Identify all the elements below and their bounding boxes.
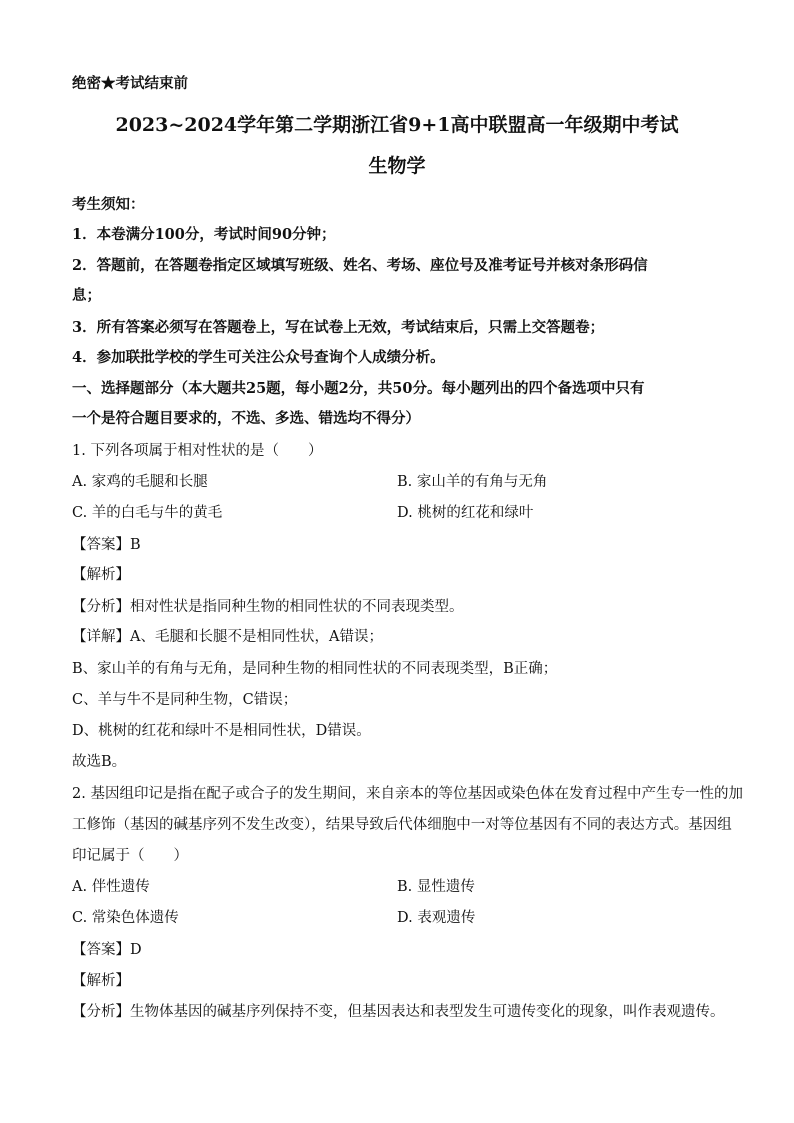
q1-detail-4: D、桃树的红花和绿叶不是相同性状，D错误。 [72,723,371,739]
q2-option-b: B. 显性遗传 [397,879,475,895]
q2-option-a: A. 伴性遗传 [72,879,150,895]
notice-heading: 考生须知： [72,196,145,213]
q1-conclusion: 故选B。 [72,754,127,770]
q1-detail-1: 【详解】A、毛腿和长腿不是相同性状，A错误； [72,629,383,645]
q2-stem-3: 印记属于（ ） [72,848,188,864]
q2-stem-1: 2. 基因组印记是指在配子或合子的发生期间，来自亲本的等位基因或染色体在发育过程中产生专一性的加 [72,786,743,802]
q2-answer: 【答案】D [72,942,142,958]
q1-fenxi: 【分析】相对性状是指同种生物的相同性状的不同表现类型。 [72,599,464,615]
q2-analysis-label: 【解析】 [72,973,130,989]
q1-option-c: C. 羊的白毛与牛的黄毛 [72,505,223,521]
q2-fenxi: 【分析】生物体基因的碱基序列保持不变，但基因表达和表型发生可遗传变化的现象，叫作表观遗传。 [72,1004,725,1020]
exam-title: 2023~2024学年第二学期浙江省9+1高中联盟高一年级期中考试 [115,114,679,136]
q2-option-d: D. 表观遗传 [397,910,476,926]
q1-option-d: D. 桃树的红花和绿叶 [397,505,534,521]
notice-item-1: 1．本卷满分100分，考试时间90分钟； [72,226,336,243]
section-heading-line1: 一、选择题部分（本大题共25题，每小题2分，共50分。每小题列出的四个备选项中只有 [72,380,645,397]
q1-analysis-label: 【解析】 [72,567,130,583]
notice-item-2-cont: 息； [72,287,101,304]
q2-option-c: C. 常染色体遗传 [72,910,179,926]
subject-title: 生物学 [368,155,426,177]
q1-answer: 【答案】B [72,537,141,553]
notice-item-4: 4．参加联批学校的学生可关注公众号查询个人成绩分析。 [72,349,445,366]
q2-stem-2: 工修饰（基因的碱基序列不发生改变），结果导致后代体细胞中一对等位基因有不同的表达方式。基因组 [72,817,732,833]
q1-stem: 1. 下列各项属于相对性状的是（ ） [72,443,323,459]
notice-item-2: 2．答题前，在答题卷指定区域填写班级、姓名、考场、座位号及准考证号并核对条形码信 [72,257,648,274]
secret-label: 绝密★考试结束前 [72,75,188,92]
q1-option-a: A. 家鸡的毛腿和长腿 [72,474,208,490]
q1-detail-3: C、羊与牛不是同种生物，C错误； [72,692,298,708]
q1-option-b: B. 家山羊的有角与无角 [397,474,548,490]
notice-item-3: 3．所有答案必须写在答题卷上，写在试卷上无效，考试结束后，只需上交答题卷； [72,319,605,336]
q1-detail-2: B、家山羊的有角与无角，是同种生物的相同性状的不同表现类型，B正确； [72,661,558,677]
section-heading-line2: 一个是符合题目要求的，不选、多选、错选均不得分） [72,410,420,427]
